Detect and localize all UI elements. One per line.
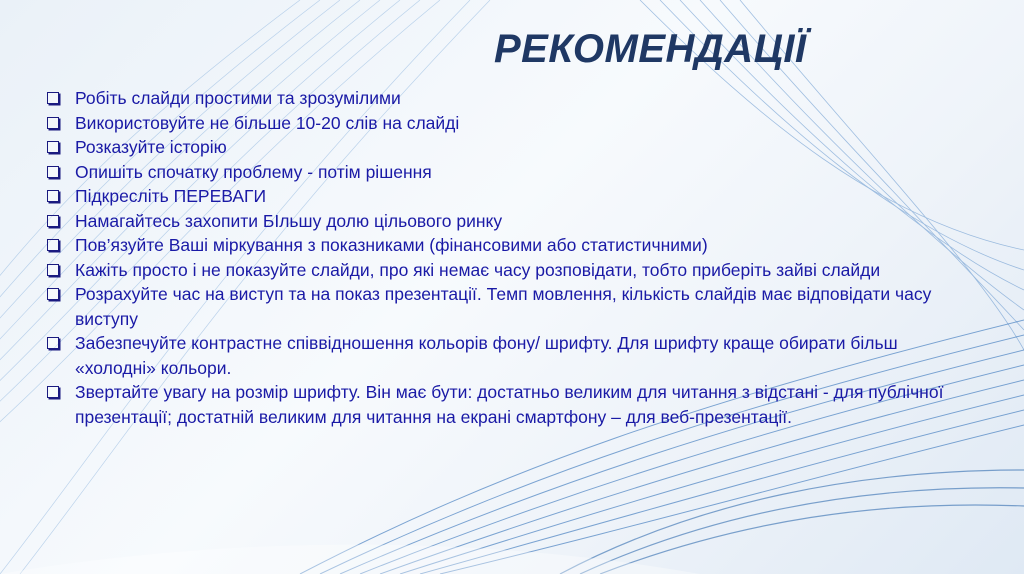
list-item-text: Намагайтесь захопити БІльшу долю цільового ринку (75, 210, 503, 231)
hollow-square-bullet-icon (47, 264, 59, 276)
list-item (44, 111, 974, 136)
list-item-text: Робіть слайди простими та зрозумілими (75, 88, 401, 108)
hollow-square-bullet-icon (47, 190, 59, 202)
list-item-text: Звертайте увагу на розмір шрифту. Він має бути: достатньо великим для читання з відстані - для публічної презентації; достатній великим для читання на екрані смартфону – для веб-презентації. (75, 382, 944, 427)
hollow-square-bullet-icon (47, 92, 59, 104)
list-item (44, 258, 974, 283)
list-item-text: Пов’язуйте Ваші міркування з показниками (фінансовими або статистичними) (75, 235, 708, 255)
list-item (44, 86, 974, 111)
list-item (44, 135, 974, 160)
hollow-square-bullet-icon (47, 215, 59, 227)
hollow-square-bullet-icon (47, 288, 59, 300)
list-item (44, 282, 974, 331)
list-item (44, 209, 974, 234)
recommendations-list (44, 86, 974, 429)
list-item-text: Опишіть спочатку проблему - потім рішення (75, 161, 432, 182)
list-item-text: Забезпечуйте контрастне співвідношення кольорів фону/ шрифту. Для шрифту краще обирати більш «холодні» кольори. (75, 333, 898, 378)
hollow-square-bullet-icon (47, 239, 59, 251)
list-item (44, 331, 974, 380)
list-item-text: Розказуйте історію (75, 137, 227, 157)
list-item (44, 380, 974, 429)
list-item (44, 233, 974, 258)
list-item (44, 160, 974, 185)
list-item-text: Підкресліть ПЕРЕВАГИ (75, 186, 267, 206)
list-item-text: Використовуйте не більше 10-20 слів на слайді (75, 112, 460, 133)
hollow-square-bullet-icon (47, 166, 59, 178)
hollow-square-bullet-icon (47, 386, 59, 398)
hollow-square-bullet-icon (47, 337, 59, 349)
list-item-text: Розрахуйте час на виступ та на показ презентації. Темп мовлення, кількість слайдів має відповідати часу виступу (75, 284, 932, 329)
hollow-square-bullet-icon (47, 117, 59, 129)
hollow-square-bullet-icon (47, 141, 59, 153)
slide-title: РЕКОМЕНДАЦІЇ (494, 27, 807, 71)
list-item-text: Кажіть просто і не показуйте слайди, про які немає часу розповідати, тобто приберіть зайві слайди (75, 259, 881, 280)
list-item (44, 184, 974, 209)
